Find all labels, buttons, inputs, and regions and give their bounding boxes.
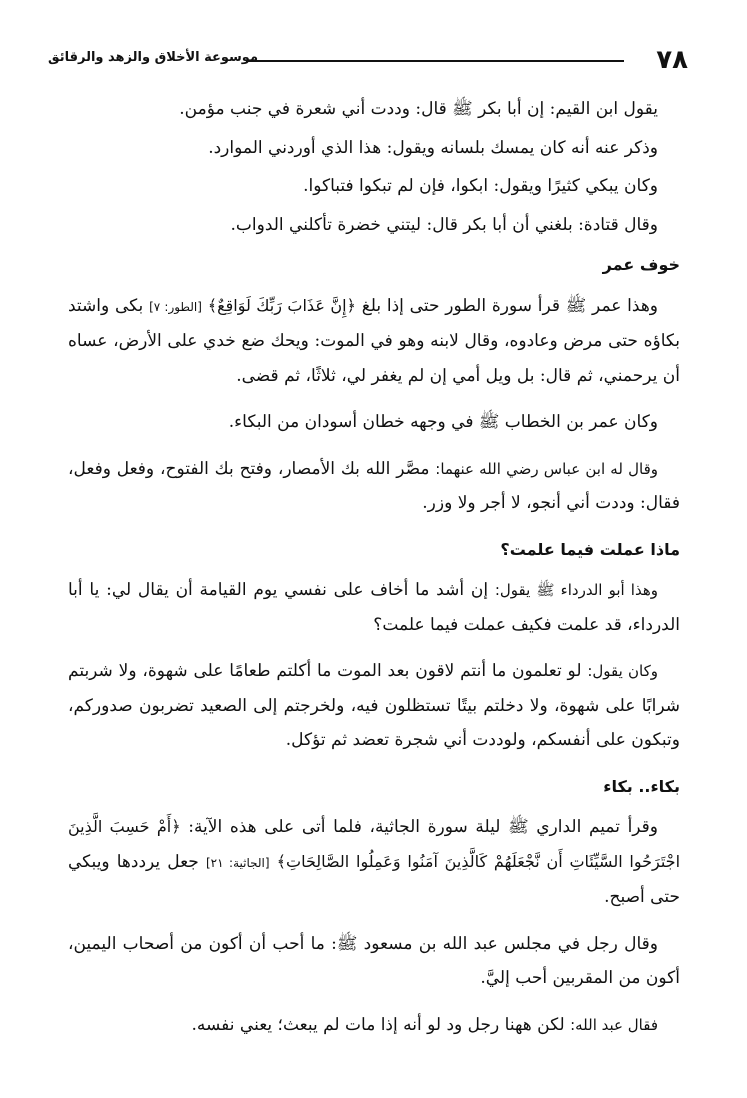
page-number: ٧٨ [656, 45, 688, 75]
speaker-lead: وكان يقول: [587, 662, 658, 680]
text-segment: مصَّر الله بك الأمصار، وفتح بك الفتوح، وفعل وفعل، فقال: وددت أني أنجو، لا أجر ولا وزر. [68, 458, 680, 513]
section-heading: بكاء.. بكاء [603, 776, 680, 796]
text-segment: إن أشد ما أخاف على نفسي يوم القيامة أن يقال لي: يا أبا الدرداء، قد علمت فكيف عملت فيما علمت؟ [68, 580, 680, 635]
paragraph [68, 810, 680, 915]
text-segment: وقرأ تميم الداري ﷺ ليلة سورة الجاثية، فلما أتى على هذه الآية: [188, 817, 659, 837]
verse-reference: [الطور: ٧] [149, 299, 202, 314]
page-header [48, 42, 688, 78]
header-rule [246, 60, 624, 62]
quran-verse: ﴿أَمْ حَسِبَ الَّذِينَ اجْتَرَحُوا السَّيِّئَاتِ أَن نَّجْعَلَهُمْ كَالَّذِينَ آمَنُوا وَعَمِلُوا الصَّالِحَاتِ﴾ [68, 817, 681, 871]
text-segment: جعل يرددها ويبكي حتى أصبح. [68, 851, 680, 907]
paragraph: وقال رجل في مجلس عبد الله بن مسعود ﷺ: ما أحب أن أكون من أصحاب اليمين، أكون من المقربين أحب إليَّ. [68, 933, 680, 988]
section-heading: ماذا عملت فيما علمت؟ [500, 539, 680, 559]
speaker-lead: وقال له ابن عباس رضي الله عنهما: [435, 459, 658, 478]
paragraph [68, 1008, 680, 1043]
paragraph [68, 573, 680, 642]
quran-verse: ﴿إِنَّ عَذَابَ رَبِّكَ لَوَاقِعٌ﴾ [207, 295, 356, 315]
speaker-lead: فقال عبد الله: [570, 1015, 658, 1034]
paragraph: وكان عمر بن الخطاب ﷺ في وجهه خطان أسودان من البكاء. [228, 412, 658, 432]
paragraph [68, 654, 680, 758]
paragraph: وذكر عنه أنه كان يمسك بلسانه ويقول: هذا الذي أوردني الموارد. [208, 137, 658, 158]
text-segment: بكى واشتد بكاؤه حتى مرض وعادوه، وقال لابنه وهو في الموت: ويحك ضع خدي على الأرض، عساه أن يرحمني، ثم قال: بل ويل أمي إن لم يغفر لي، ثلاثًا، ثم قضى. [68, 295, 680, 386]
page-body [68, 92, 680, 1054]
verse-reference: [الجاثية: ٢١] [205, 855, 270, 870]
paragraph: وقال قتادة: بلغني أن أبا بكر قال: ليتني خضرة تأكلني الدواب. [230, 214, 658, 235]
text-segment: لو تعلمون ما أنتم لاقون بعد الموت ما أكلتم طعامًا على شهوة، ولا شربتم شرابًا على شهوة، ولا دخلتم بيتًا تستظلون فيه، ولخرجتم إلى الصعيد تضربون صدوركم، وتبكون على أنفسكم، ولوددت أني شجرة تعضد ثم تؤكل. [68, 661, 680, 750]
section-heading: خوف عمر [602, 255, 680, 274]
paragraph: يقول ابن القيم: إن أبا بكر ﷺ قال: وددت أني شعرة في جنب مؤمن. [179, 99, 658, 119]
speaker-lead: وهذا أبو الدرداء ﷺ يقول: [494, 581, 658, 599]
paragraph [68, 452, 680, 521]
book-title: موسوعة الأخلاق والزهد والرقائق [48, 50, 258, 65]
text-segment: لكن ههنا رجل ود لو أنه إذا مات لم يبعث؛ يعني نفسه. [191, 1014, 565, 1035]
text-segment: وهذا عمر ﷺ قرأ سورة الطور حتى إذا بلغ [361, 295, 658, 316]
paragraph: وكان يبكي كثيرًا ويقول: ابكوا، فإن لم تبكوا فتباكوا. [303, 176, 658, 196]
paragraph [68, 289, 680, 394]
